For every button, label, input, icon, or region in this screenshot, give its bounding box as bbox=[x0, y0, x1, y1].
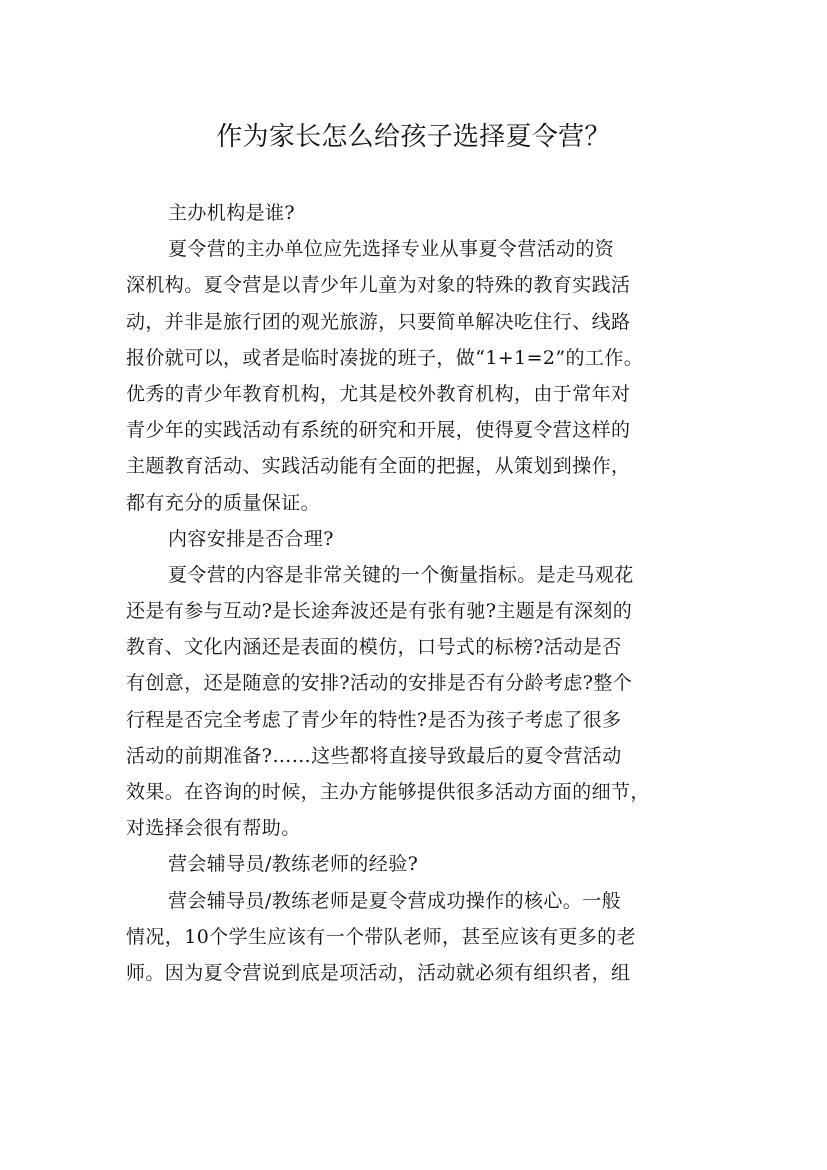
paragraph-line: 营会辅导员/教练老师是夏令营成功操作的核心。一般 bbox=[168, 889, 622, 912]
section-heading-counselor-experience: 营会辅导员/教练老师的经验? bbox=[168, 853, 419, 876]
section-counselor-experience bbox=[126, 846, 722, 991]
paragraph-line: 有创意，还是随意的安排?活动的安排是否有分龄考虑?整个 bbox=[126, 672, 633, 695]
paragraph-line: 夏令营的主办单位应先选择专业从事夏令营活动的资 bbox=[168, 238, 615, 261]
paragraph-line: 报价就可以，或者是临时凑拢的班子，做“1+1=2”的工作。 bbox=[126, 346, 644, 369]
section-organizer bbox=[126, 195, 722, 521]
paragraph-line: 主题教育活动、实践活动能有全面的把握，从策划到操作， bbox=[126, 455, 631, 478]
section-heading-organizer: 主办机构是谁? bbox=[168, 202, 295, 224]
paragraph-line: 深机构。夏令营是以青少年儿童为对象的特殊的教育实践活 bbox=[126, 274, 631, 297]
paragraph-line: 对选择会很有帮助。 bbox=[126, 817, 301, 840]
paragraph-line: 行程是否完全考虑了青少年的特性?是否为孩子考虑了很多 bbox=[126, 708, 622, 731]
paragraph-line: 青少年的实践活动有系统的研究和开展，使得夏令营这样的 bbox=[126, 419, 631, 442]
document-body bbox=[126, 195, 722, 991]
paragraph-line: 都有充分的质量保证。 bbox=[126, 491, 321, 514]
document-title: 作为家长怎么给孩子选择夏令营？ bbox=[216, 122, 611, 153]
paragraph-line: 情况，10个学生应该有一个带队老师，甚至应该有更多的老 bbox=[126, 925, 636, 948]
paragraph-line: 动，并非是旅行团的观光旅游，只要简单解决吃住行、线路 bbox=[126, 310, 631, 333]
paragraph-line: 活动的前期准备?……这些都将直接导致最后的夏令营活动 bbox=[126, 744, 622, 767]
paragraph-line: 还是有参与互动?是长途奔波还是有张有驰?主题是有深刻的 bbox=[126, 600, 633, 623]
paragraph-line: 教育、文化内涵还是表面的模仿，口号式的标榜?活动是否 bbox=[126, 636, 622, 659]
section-content-arrangement bbox=[126, 521, 722, 847]
paragraph-line: 师。因为夏令营说到底是项活动，活动就必须有组织者，组 bbox=[126, 961, 631, 984]
paragraph-line: 优秀的青少年教育机构，尤其是校外教育机构，由于常年对 bbox=[126, 382, 631, 405]
section-heading-content-arrangement: 内容安排是否合理? bbox=[168, 527, 334, 550]
paragraph-line: 效果。在咨询的时候，主办方能够提供很多活动方面的细节， bbox=[126, 781, 650, 803]
paragraph-line: 夏令营的内容是非常关键的一个衡量指标。是走马观花 bbox=[168, 563, 634, 586]
